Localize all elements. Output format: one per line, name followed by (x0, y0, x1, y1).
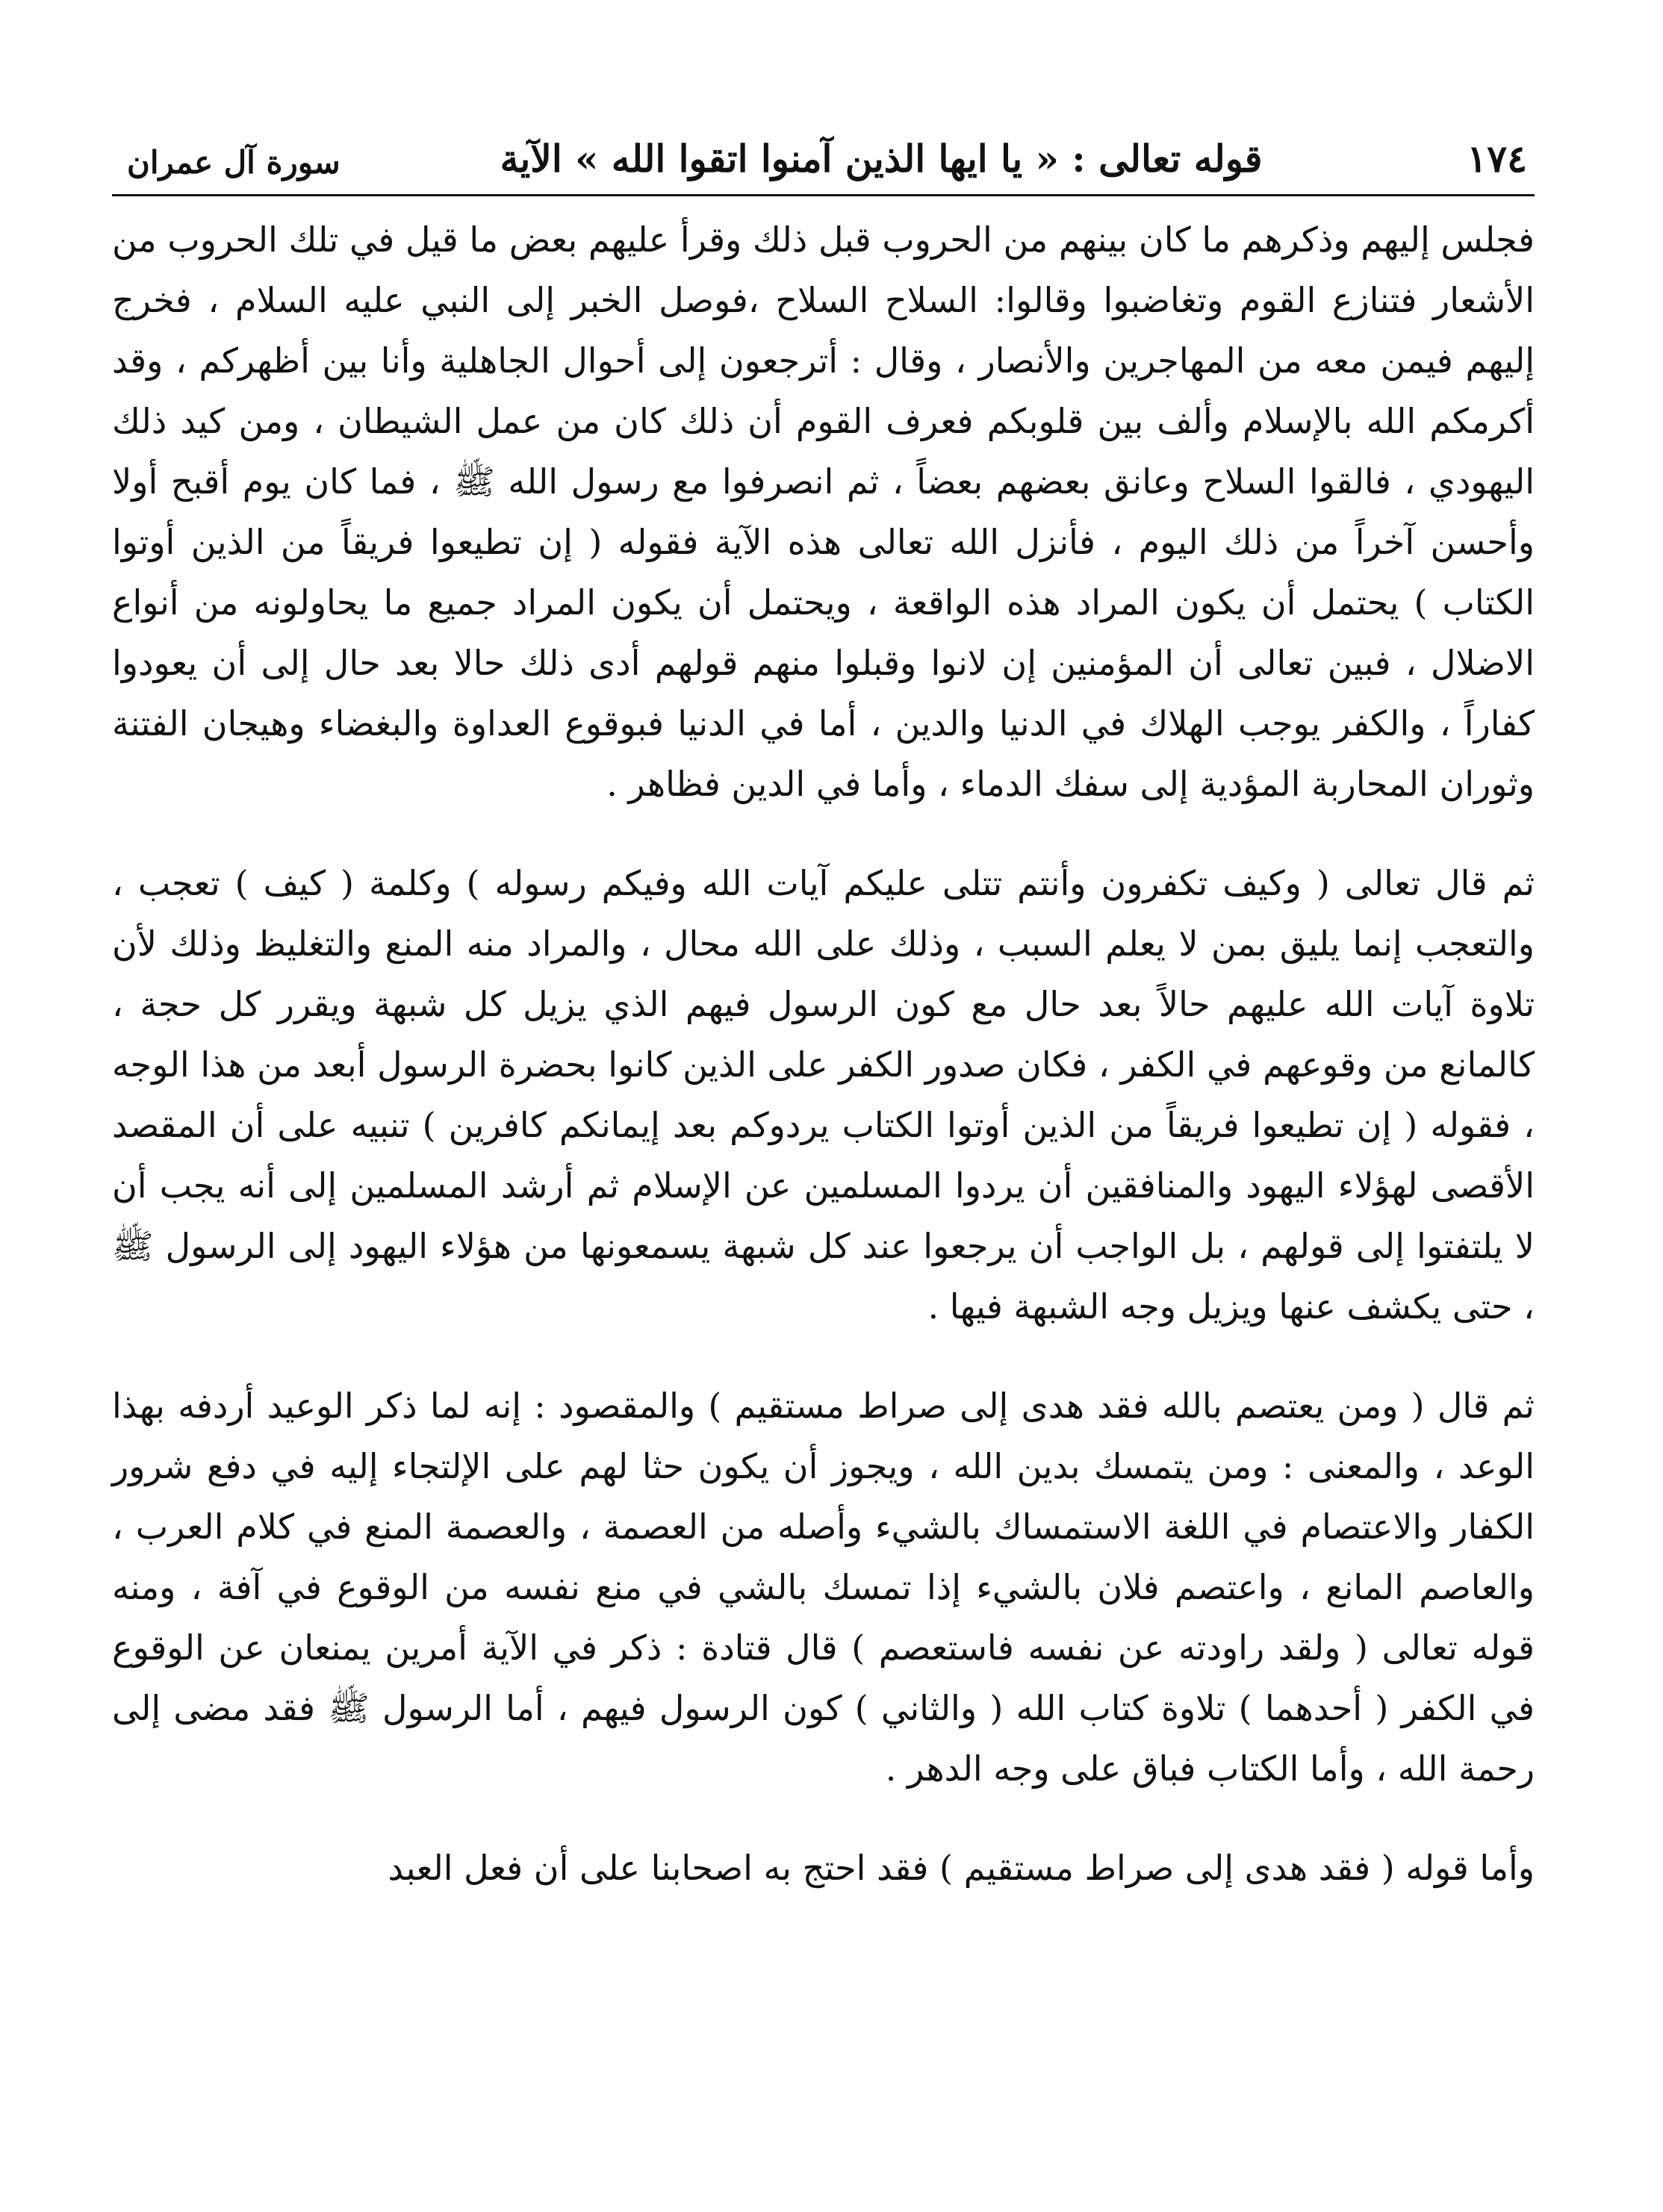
paragraph: فجلس إليهم وذكرهم ما كان بينهم من الحروب قبل ذلك وقرأ عليهم بعض ما قيل في تلك الحروب من الأشعار فتنازع القوم وتغاضبوا وقالوا: السلاح السلاح ،فوصل الخبر إلى النبي عليه السلام ، فخرج إليهم فيمن معه من المهاجرين والأنصار ، وقال : أترجعون إلى أحوال الجاهلية وأنا بين أظهركم ، وقد أكرمكم الله بالإسلام وألف بين قلوبكم فعرف القوم أن ذلك كان من عمل الشيطان ، ومن كيد ذلك اليهودي ، فالقوا السلاح وعانق بعضهم بعضاً ، ثم انصرفوا مع رسول الله ﷺ ، فما كان يوم أقبح أولا وأحسن آخراً من ذلك اليوم ، فأنزل الله تعالى هذه الآية فقوله ( إن تطيعوا فريقاً من الذين أوتوا الكتاب ) يحتمل أن يكون المراد هذه الواقعة ، ويحتمل أن يكون المراد جميع ما يحاولونه من أنواع الاضلال ، فبين تعالى أن المؤمنين إن لانوا وقبلوا منهم قولهم أدى ذلك حالا بعد حال إلى أن يعودوا كفاراً ، والكفر يوجب الهلاك في الدنيا والدين ، أما في الدنيا فبوقوع العداوة والبغضاء وهيجان الفتنة وثوران المحاربة المؤدية إلى سفك الدماء ، وأما في الدين فظاهر . (112, 219, 1535, 804)
paragraph: ثم قال تعالى ( وكيف تكفرون وأنتم تتلى عليكم آيات الله وفيكم رسوله ) وكلمة ( كيف ) تعجب ، والتعجب إنما يليق بمن لا يعلم السبب ، وذلك على الله محال ، والمراد منه المنع والتغليظ وذلك لأن تلاوة آيات الله عليهم حالاً بعد حال مع كون الرسول فيهم الذي يزيل كل شبهة ويقرر كل حجة ، كالمانع من وقوعهم في الكفر ، فكان صدور الكفر على الذين كانوا بحضرة الرسول أبعد من هذا الوجه ، فقوله ( إن تطيعوا فريقاً من الذين أوتوا الكتاب يردوكم بعد إيمانكم كافرين ) تنبيه على أن المقصد الأقصى لهؤلاء اليهود والمنافقين أن يردوا المسلمين عن الإسلام ثم أرشد المسلمين إلى أنه يجب أن لا يلتفتوا إلى قولهم ، بل الواجب أن يرجعوا عند كل شبهة يسمعونها من هؤلاء اليهود إلى الرسول ﷺ ، حتى يكشف عنها ويزيل وجه الشبهة فيها . (112, 863, 1535, 1327)
paragraph: وأما قوله ( فقد هدى إلى صراط مستقيم ) فقد احتج به اصحابنا على أن فعل العبد (388, 1848, 1535, 1888)
page-number: ١٧٤ (1467, 137, 1527, 181)
page-body (112, 210, 1535, 1898)
surah-name: سورة آل عمران (127, 144, 341, 181)
paragraph: ثم قال ( ومن يعتصم بالله فقد هدى إلى صراط مستقيم ) والمقصود : إنه لما ذكر الوعيد أردفه بهذا الوعد ، والمعنى : ومن يتمسك بدين الله ، ويجوز أن يكون حثا لهم على الإلتجاء إليه في دفع شرور الكفار والاعتصام في اللغة الاستمساك بالشيء وأصله من العصمة ، والعصمة المنع في كلام العرب ، والعاصم المانع ، واعتصم فلان بالشيء إذا تمسك بالشي في منع نفسه من الوقوع في آفة ، ومنه قوله تعالى ( ولقد راودته عن نفسه فاستعصم ) قال قتادة : ذكر في الآية أمرين يمنعان عن الوقوع في الكفر ( أحدهما ) تلاوة كتاب الله ( والثاني ) كون الرسول فيهم ، أما الرسول ﷺ فقد مضى إلى رحمة الله ، وأما الكتاب فباق على وجه الدهر . (112, 1386, 1535, 1789)
header-rule (112, 194, 1535, 196)
running-title: قوله تعالى : « يا ايها الذين آمنوا اتقوا الله » الآية (500, 137, 1263, 181)
page-header (112, 112, 1535, 181)
